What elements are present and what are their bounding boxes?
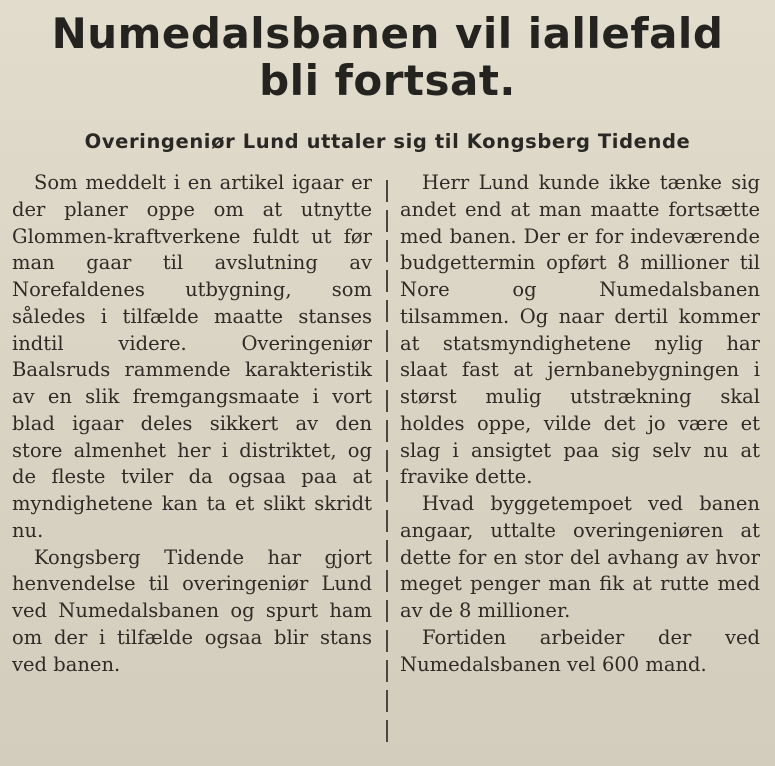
left-column <box>12 170 372 678</box>
left-paragraph-1: Som meddelt i en artikel igaar er der planer oppe om at utnytte Glommen-kraftverkene fuldt ut før man gaar til avslutning av Norefaldenes utbygning, som således i tilfælde maatte stanses indtil videre. Overingeniør Baalsruds rammende karakteristik av en slik fremgangsmaate i vort blad igaar deles sikkert av den store almenhet her i distriktet, og de fleste tviler da ogsaa paa at myndighetene kan ta et slikt skridt nu. <box>12 171 372 542</box>
column-divider <box>386 180 388 748</box>
headline <box>0 10 775 104</box>
headline-line-1: Numedalsbanen vil iallefald <box>51 9 724 58</box>
right-paragraph-2: Hvad byggetempoet ved banen angaar, uttalte overingeniøren at dette for en stor del avhang av hvor meget penger man fik at rutte med av de 8 millioner. <box>400 492 760 622</box>
headline-line-2: bli fortsat. <box>259 56 516 105</box>
right-column <box>400 170 760 678</box>
subheadline: Overingeniør Lund uttaler sig til Kongsberg Tidende <box>84 130 691 153</box>
left-paragraph-2: Kongsberg Tidende har gjort henvendelse til overingeniør Lund ved Numedalsbanen og spurt ham om der i tilfælde ogsaa blir stans ved banen. <box>12 545 372 676</box>
right-paragraph-1: Herr Lund kunde ikke tænke sig andet end at man maatte fortsætte med banen. Der er for indeværende budgettermin opført 8 millioner til Nore og Numedalsbanen tilsammen. Og naar dertil kommer at statsmyndighetene nylig har slaat fast at jernbanebygningen i størst mulig utstrækning skal holdes oppe, vilde det jo være et slag i ansigtet paa sig selv nu at fravike dette. <box>400 171 760 489</box>
right-paragraph-3: Fortiden arbeider der ved Numedalsbanen vel 600 mand. <box>400 625 760 676</box>
